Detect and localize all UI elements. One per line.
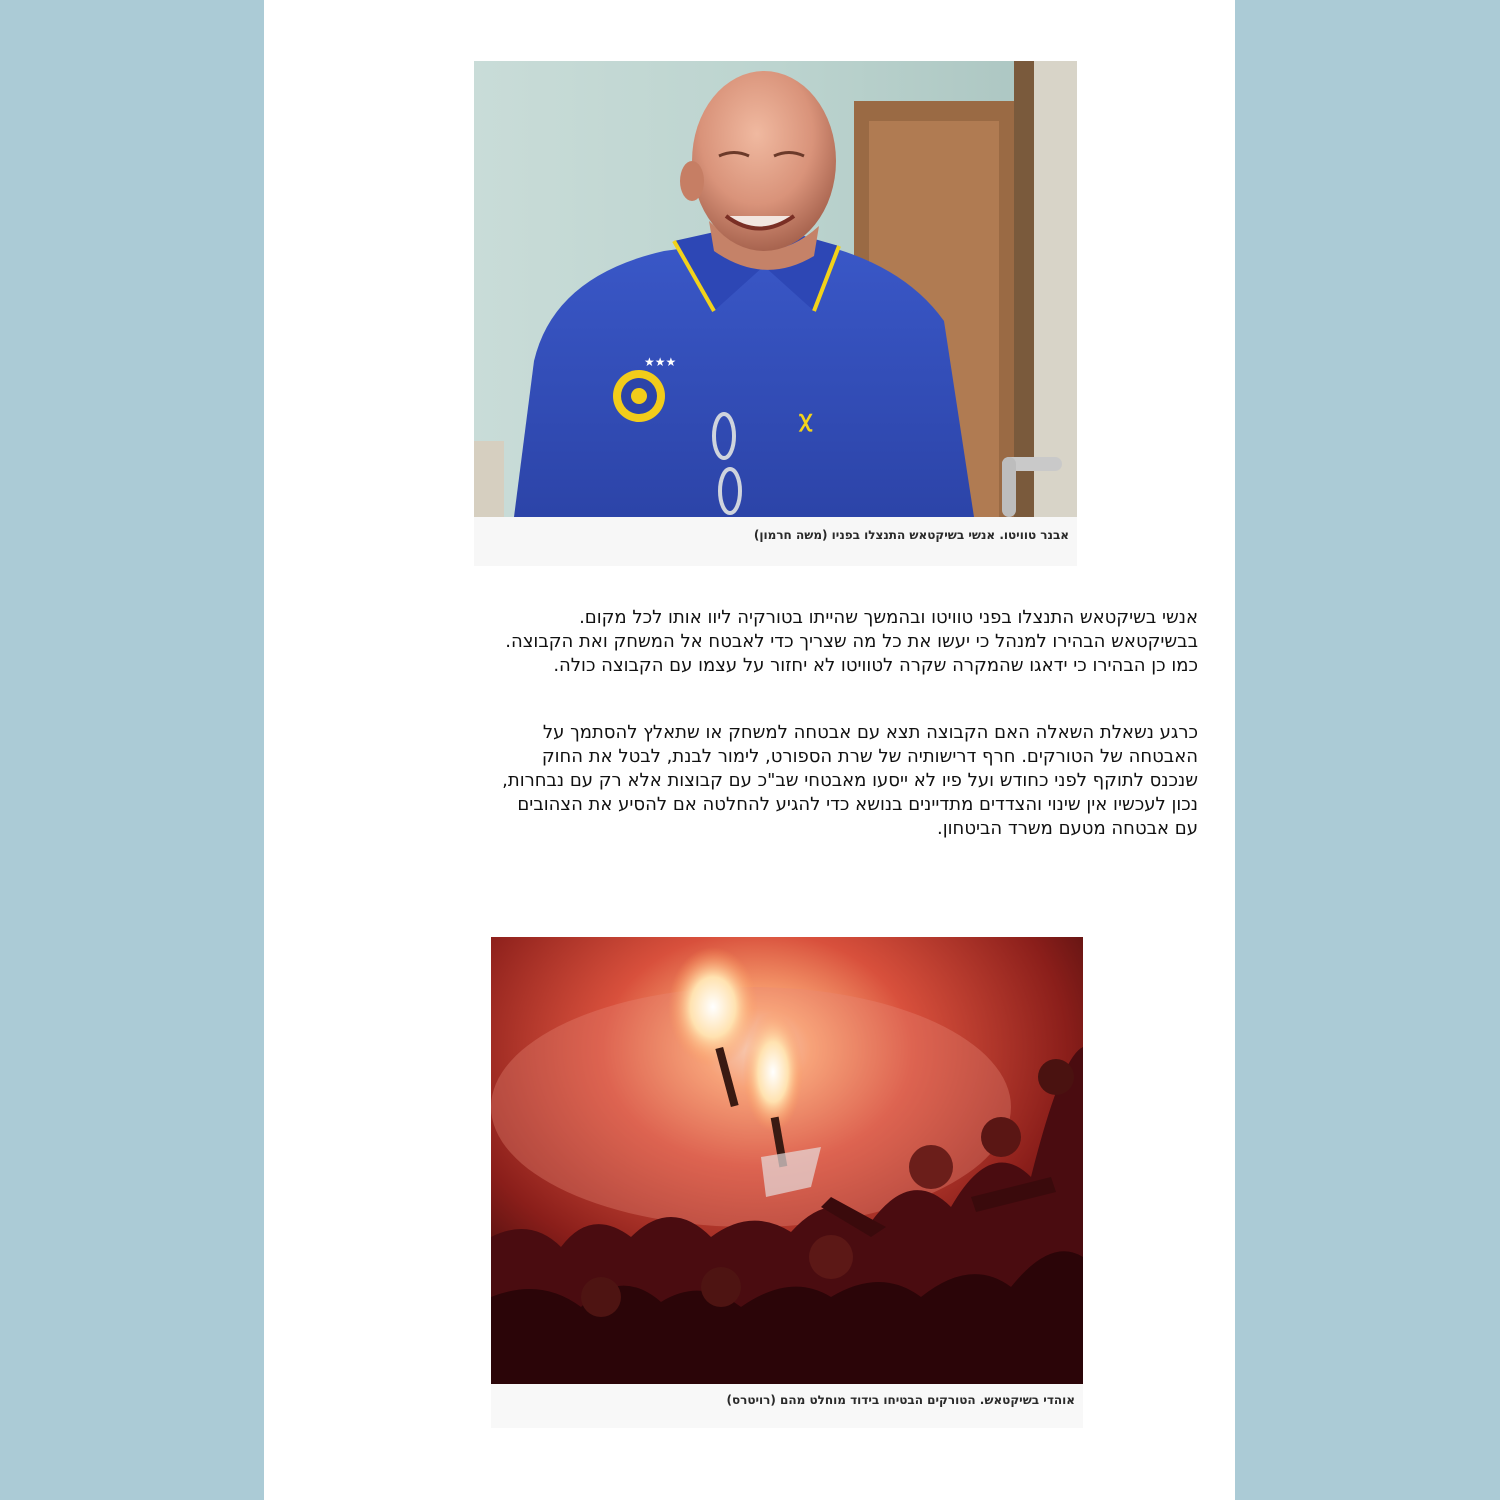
fans-figure	[491, 937, 1083, 1428]
text-line: שנכנס לתוקף לפני כחודש ועל פיו לא ייסעו מאבטחי שב"כ עם קבוצות אלא רק עם נבחרות,	[502, 770, 1198, 791]
text-line: כרגע נשאלת השאלה האם הקבוצה תצא עם אבטחה למשחק או שתאלץ להסתמך על	[542, 722, 1198, 743]
fans-caption: אוהדי בשיקטאש. הטורקים הבטיחו בידוד מוחלט מהם (רויטרס)	[726, 1393, 1075, 1407]
text-line: אנשי בשיקטאש התנצלו בפני טוויטו ובהמשך שהייתו בטורקיה ליוו אותו לכל מקום.	[579, 607, 1198, 628]
portrait-figure	[474, 61, 1077, 566]
text-line: בבשיקטאש הבהירו למנהל כי יעשו את כל מה שצריך כדי לאבטח אל המשחק ואת הקבוצה.	[505, 631, 1198, 652]
man-in-blue-shirt-image	[474, 61, 1077, 517]
svg-text:★★★: ★★★	[644, 355, 677, 369]
svg-text:ꭓ: ꭓ	[799, 407, 812, 432]
text-line: נכון לעכשיו אין שינוי והצדדים מתדיינים בנושא כדי להגיע להחלטה אם להסיע את הצהובים	[517, 794, 1198, 815]
text-line: האבטחה של הטורקים. חרף דרישותיה של שרת הספורט, לימור לבנת, לבטל את החוק	[541, 746, 1198, 767]
fans-with-flares-image	[491, 937, 1083, 1384]
text-line: כמו כן הבהירו כי ידאגו שהמקרה שקרה לטוויטו לא יחזור על עצמו עם הקבוצה כולה.	[553, 655, 1198, 676]
portrait-photo	[474, 61, 1077, 517]
portrait-caption: אבנר טוויטו. אנשי בשיקטאש התנצלו בפניו (משה חרמון)	[753, 528, 1069, 542]
paragraph-2	[502, 721, 1198, 841]
paragraph-1	[505, 606, 1198, 678]
text-line: עם אבטחה מטעם משרד הביטחון.	[937, 818, 1198, 839]
document-page	[264, 0, 1235, 1500]
fans-photo	[491, 937, 1083, 1384]
